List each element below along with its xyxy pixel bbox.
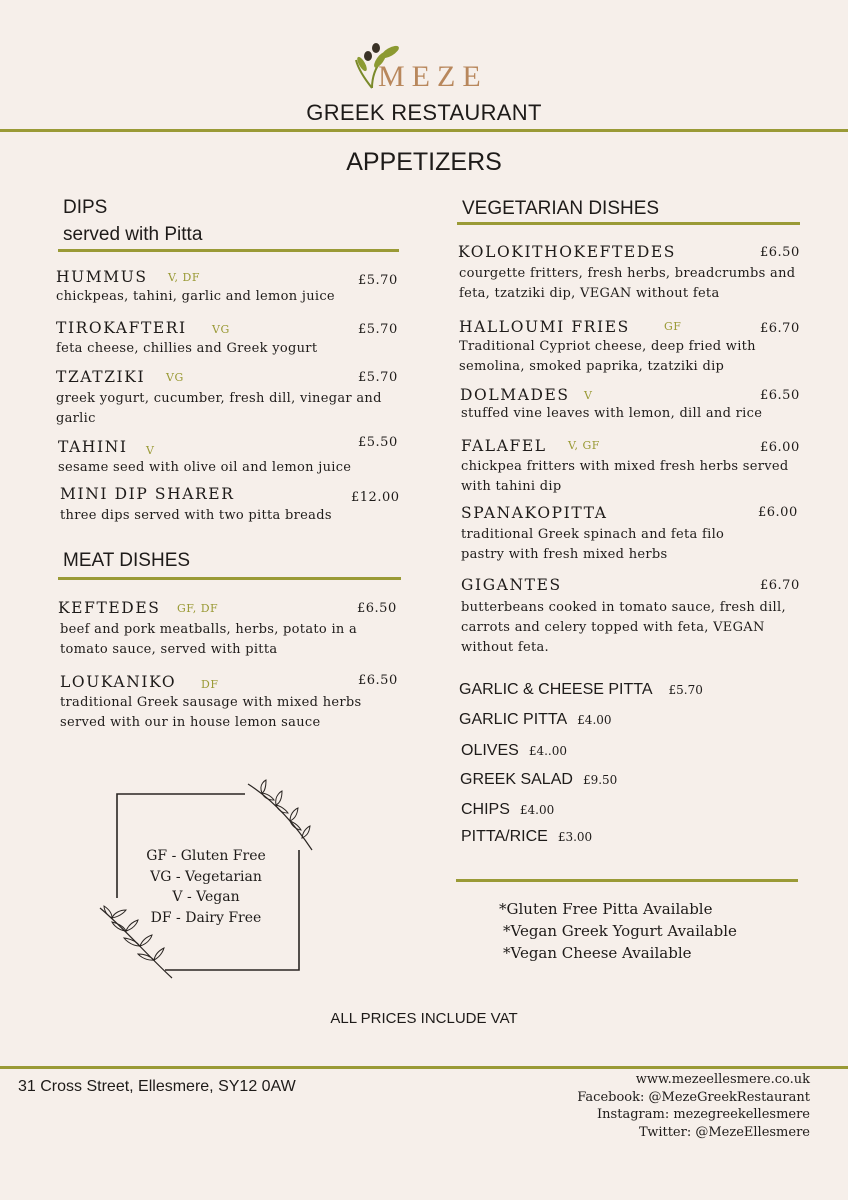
side-item-name: PITTA/RICE <box>461 828 548 845</box>
menu-item-price: £5.70 <box>358 273 398 288</box>
dips-subtitle: served with Pitta <box>63 224 203 245</box>
side-item-name: CHIPS <box>461 801 510 818</box>
menu-item-name: SPANAKOPITTA <box>461 504 608 522</box>
side-item-name: OLIVES <box>461 742 519 759</box>
menu-item-description: beef and pork meatballs, herbs, potato in a tomato sauce, served with pitta <box>60 622 358 657</box>
menu-item-name: LOUKANIKO <box>60 673 177 691</box>
menu-item-price: £6.50 <box>760 245 800 260</box>
logo-wordmark: MEZE <box>378 60 488 93</box>
menu-item-name: MINI DIP SHARER <box>60 485 235 503</box>
side-item-price: £9.50 <box>582 773 618 787</box>
legend-item: VG - Vegetarian <box>150 868 262 885</box>
footer-divider <box>0 1066 848 1069</box>
menu-item-name: KEFTEDES <box>58 599 161 617</box>
menu-item-price: £5.70 <box>358 322 398 337</box>
dietary-tag: VG <box>212 323 230 336</box>
menu-item-description: feta cheese, chillies and Greek yogurt <box>56 341 318 356</box>
side-item-price: £4..00 <box>528 744 567 758</box>
side-item <box>460 771 617 789</box>
dietary-tag: V, GF <box>568 439 600 452</box>
side-item <box>461 828 592 846</box>
dietary-tag: DF <box>201 678 219 691</box>
vegetarian-divider <box>457 222 800 225</box>
menu-item-price: £5.50 <box>358 435 398 450</box>
menu-item-price: £12.00 <box>351 490 400 505</box>
legend-item: V - Vegan <box>172 889 240 905</box>
side-item-name: GREEK SALAD <box>460 771 573 788</box>
menu-item-price: £6.00 <box>760 440 800 455</box>
dips-title: DIPS <box>63 197 108 218</box>
side-item-price: £4.00 <box>577 713 612 727</box>
availability-note: *Vegan Greek Yogurt Available <box>503 922 737 940</box>
menu-item-description: traditional Greek sausage with mixed herbs served with our in house lemon sauce <box>60 695 362 730</box>
menu-item-price: £5.70 <box>358 370 398 385</box>
header-divider <box>0 129 848 132</box>
facebook-handle[interactable]: Facebook: @MezeGreekRestaurant <box>577 1089 810 1105</box>
side-item <box>461 801 554 819</box>
dietary-legend <box>118 846 294 928</box>
meat-divider <box>58 577 401 580</box>
menu-item-description: stuffed vine leaves with lemon, dill and rice <box>461 406 763 421</box>
menu-item-price: £6.50 <box>357 601 397 616</box>
dips-divider <box>58 249 399 252</box>
dietary-tag: V <box>584 389 593 402</box>
side-item-price: £3.00 <box>557 830 593 844</box>
side-item-name: GARLIC & CHEESE PITTA <box>459 681 653 698</box>
sides-divider <box>456 879 798 882</box>
vat-notice: ALL PRICES INCLUDE VAT <box>330 1010 518 1027</box>
website-link[interactable]: www.mezeellesmere.co.uk <box>635 1072 810 1087</box>
contact-block <box>577 1071 810 1141</box>
menu-item-name: TIROKAFTERI <box>56 319 187 337</box>
menu-item-name: TZATZIKI <box>56 368 146 386</box>
vegetarian-title: VEGETARIAN DISHES <box>462 198 660 219</box>
restaurant-address: 31 Cross Street, Ellesmere, SY12 0AW <box>18 1078 296 1095</box>
dietary-tag: GF, DF <box>177 602 219 615</box>
side-item <box>459 711 612 729</box>
side-item-name: GARLIC PITTA <box>459 711 568 728</box>
menu-item-description: sesame seed with olive oil and lemon juice <box>58 460 352 475</box>
dietary-tag: V <box>146 444 155 457</box>
menu-item-price: £6.70 <box>760 578 800 593</box>
instagram-handle[interactable]: Instagram: mezegreekellesmere <box>597 1107 810 1122</box>
menu-item-price: £6.70 <box>760 321 800 336</box>
menu-item-name: DOLMADES <box>460 386 570 404</box>
menu-item-description: chickpeas, tahini, garlic and lemon juice <box>56 289 335 304</box>
menu-item-description: courgette fritters, fresh herbs, breadcrumbs and feta, tzatziki dip, VEGAN without feta <box>459 266 796 301</box>
availability-note: *Vegan Cheese Available <box>503 944 692 962</box>
dietary-tag: VG <box>166 371 184 384</box>
menu-item-description: Traditional Cypriot cheese, deep fried with semolina, smoked paprika, tzatziki dip <box>459 339 756 374</box>
menu-item-description: butterbeans cooked in tomato sauce, fresh dill, carrots and celery topped with feta, VEGAN without feta. <box>461 600 786 655</box>
legend-item: GF - Gluten Free <box>146 848 266 864</box>
menu-item-name: TAHINI <box>58 438 128 456</box>
side-item-price: £4.00 <box>519 803 555 817</box>
meat-title: MEAT DISHES <box>63 550 191 571</box>
menu-item-name: KOLOKITHOKEFTEDES <box>458 243 676 261</box>
menu-item-description: three dips served with two pitta breads <box>60 508 332 523</box>
page-title: APPETIZERS <box>346 148 502 176</box>
restaurant-subtitle: GREEK RESTAURANT <box>306 100 542 125</box>
side-item <box>461 742 567 760</box>
menu-item-description: chickpea fritters with mixed fresh herbs served with tahini dip <box>461 459 789 494</box>
side-item <box>459 681 703 699</box>
availability-note: *Gluten Free Pitta Available <box>499 900 713 918</box>
menu-item-description: greek yogurt, cucumber, fresh dill, vinegar and garlic <box>56 391 382 426</box>
side-item-price: £5.70 <box>668 683 703 697</box>
menu-item-price: £6.50 <box>760 388 800 403</box>
dietary-tag: V, DF <box>168 271 200 284</box>
menu-item-name: HUMMUS <box>56 268 148 286</box>
menu-item-description: traditional Greek spinach and feta filo pastry with fresh mixed herbs <box>461 527 725 562</box>
menu-item-name: FALAFEL <box>461 437 547 455</box>
dietary-tag: GF <box>664 320 682 333</box>
legend-item: DF - Dairy Free <box>150 909 262 926</box>
twitter-handle[interactable]: Twitter: @MezeEllesmere <box>638 1124 810 1140</box>
menu-item-name: HALLOUMI FRIES <box>459 318 630 336</box>
menu-item-price: £6.00 <box>758 505 798 520</box>
menu-item-price: £6.50 <box>358 673 398 688</box>
menu-item-name: GIGANTES <box>461 576 562 594</box>
